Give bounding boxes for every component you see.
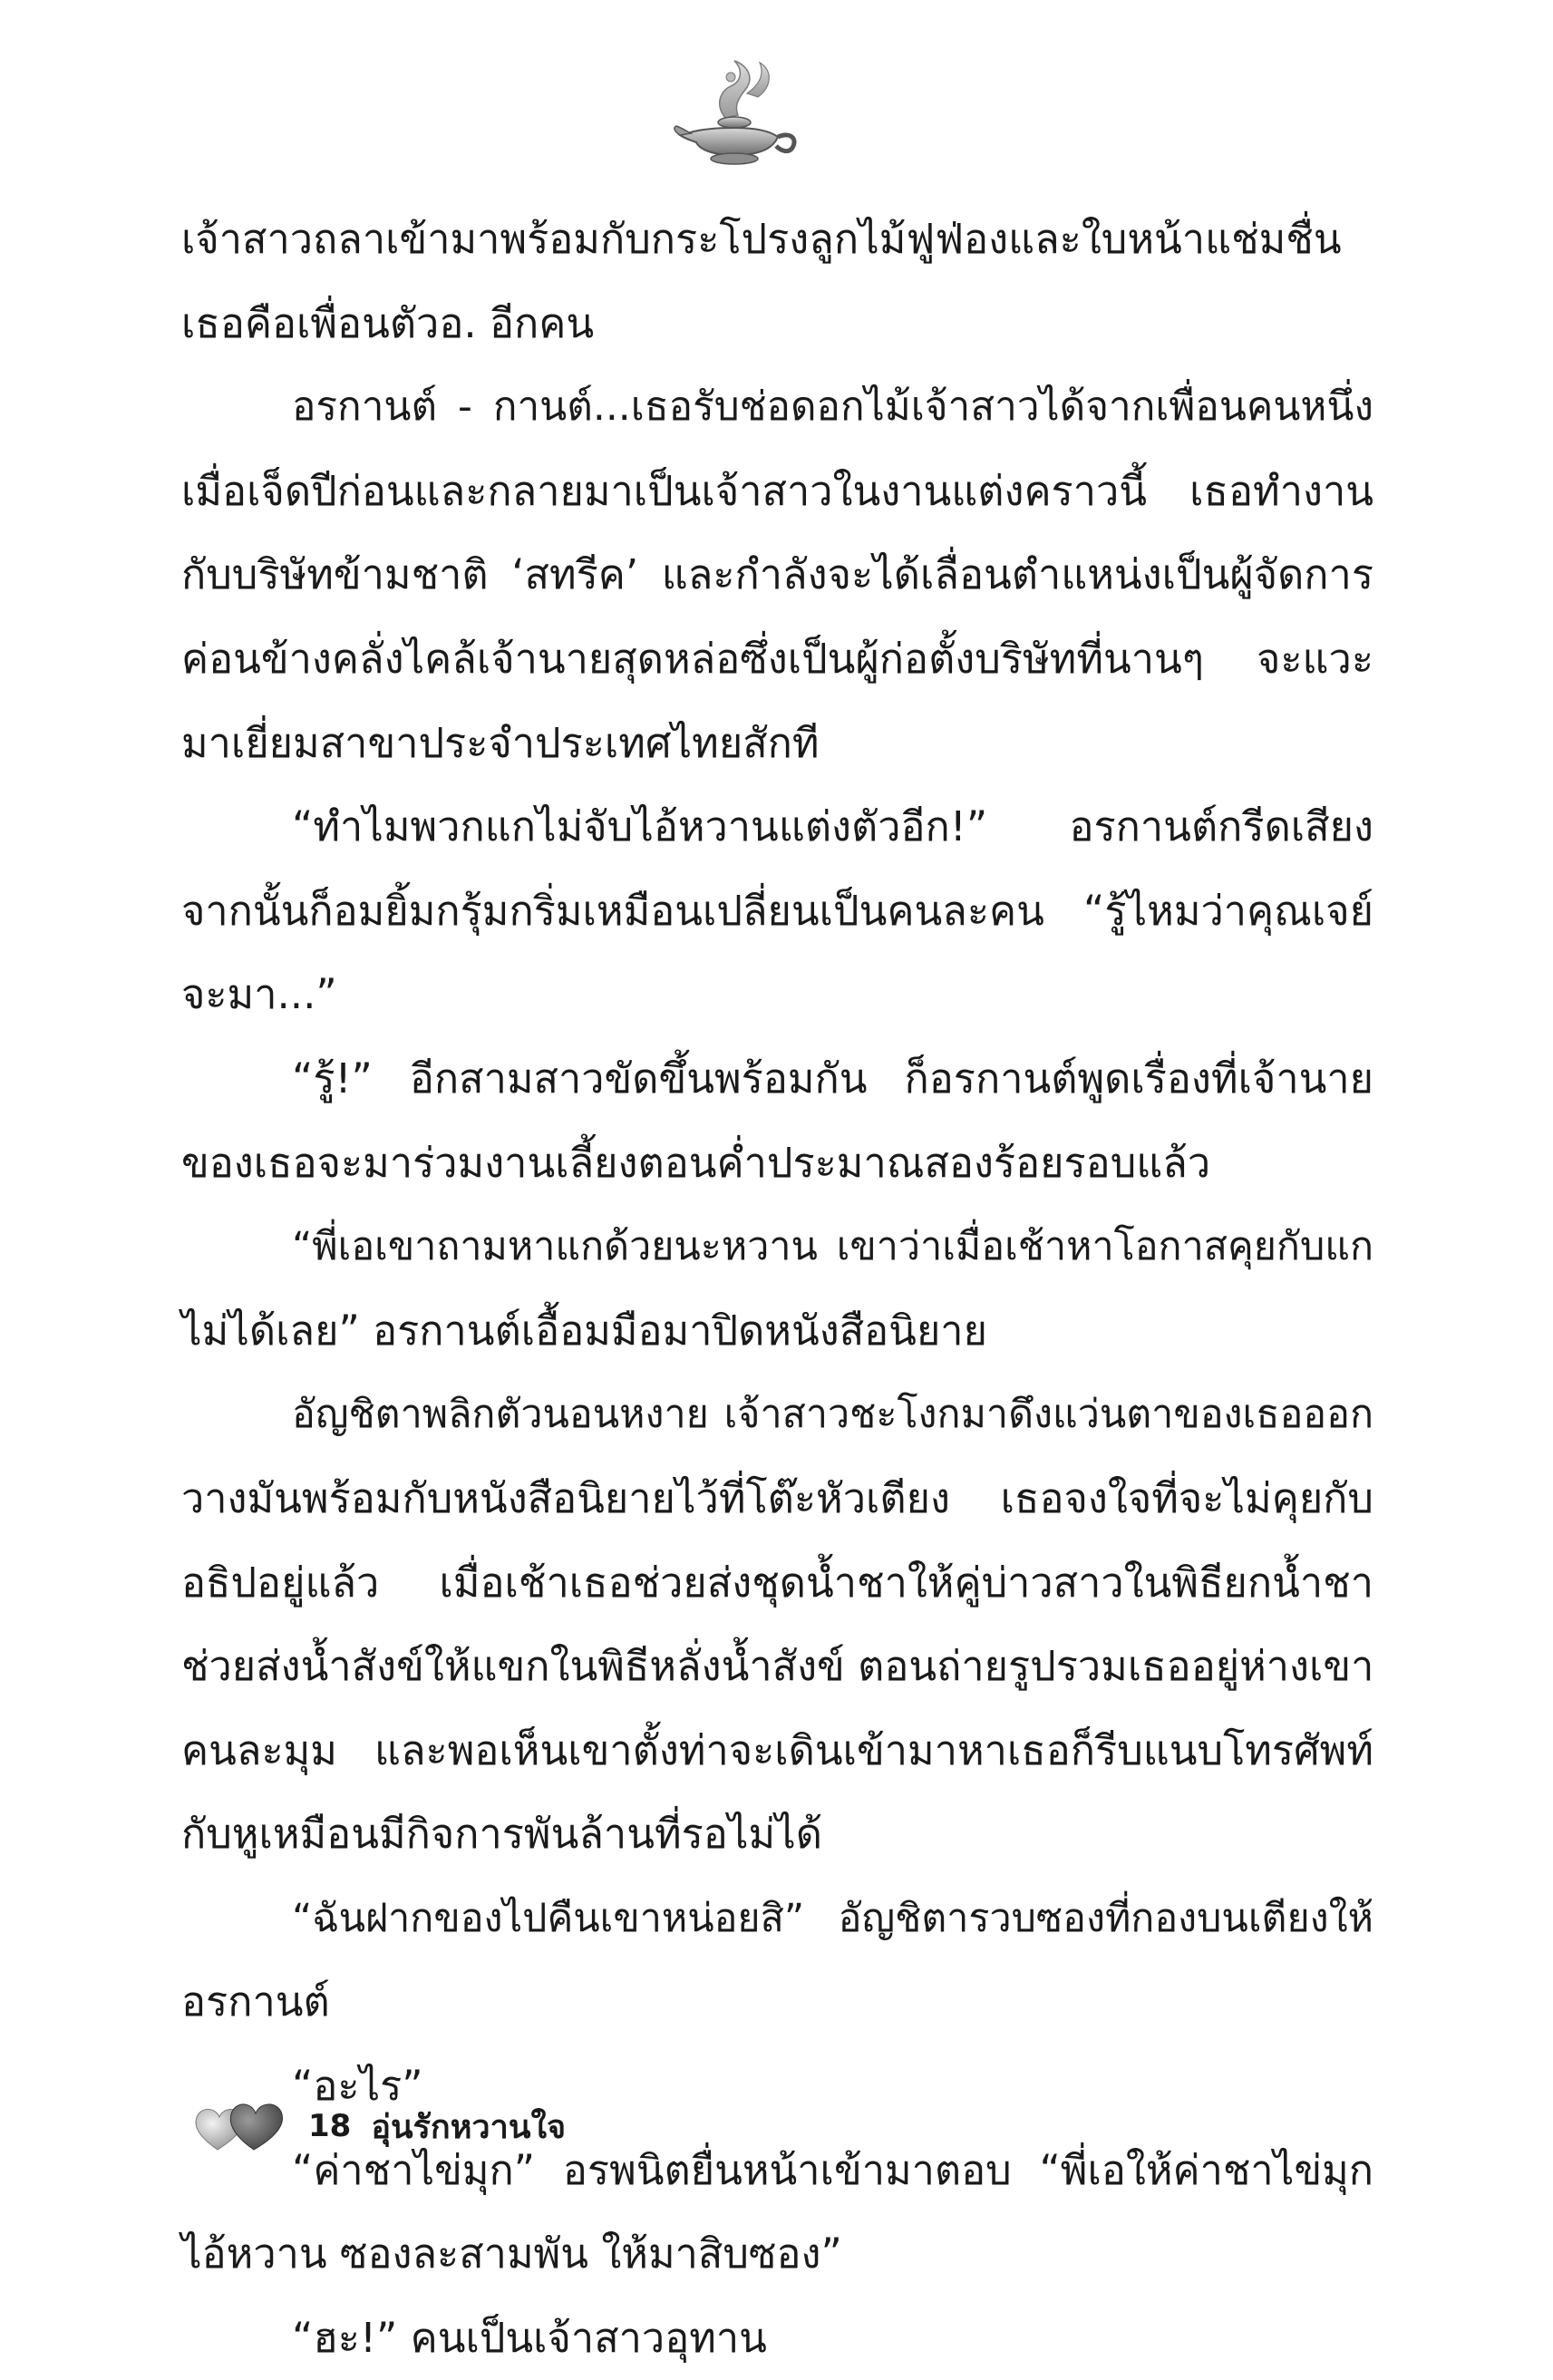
- text-line: วางมันพร้อมกับหนังสือนิยายไว้ที่โต๊ะหัวเตียง เธอจงใจที่จะไม่คุยกับ: [181, 1473, 1373, 1522]
- text-line: กับบริษัทข้ามชาติ ‘สทรีค’ และกำลังจะได้เลื่อนตำแหน่งเป็นผู้จัดการ: [181, 550, 1373, 599]
- text-line: อธิปอยู่แล้ว เมื่อเช้าเธอช่วยส่งชุดน้ำชาให้คู่บ่าวสาวในพิธียกน้ำชา: [181, 1558, 1373, 1607]
- text-line: ไอ้หวาน ซองละสามพัน ให้มาสิบซอง”: [181, 2229, 842, 2278]
- text-line: กับหูเหมือนมีกิจการพันล้านที่รอไม่ได้: [181, 1810, 822, 1859]
- book-title: อุ่นรักหวานใจ: [371, 2108, 567, 2146]
- text-line: เมื่อเจ็ดปีก่อนและกลายมาเป็นเจ้าสาวในงานแต่งคราวนี้ เธอทำงาน: [181, 466, 1373, 515]
- body-text: [181, 198, 1373, 2380]
- hearts-icon: [190, 2097, 290, 2155]
- text-line: มาเยี่ยมสาขาประจำประเทศไทยสักที: [181, 718, 820, 767]
- text-line: เจ้าสาวถลาเข้ามาพร้อมกับกระโปรงลูกไม้ฟูฟ่องและใบหน้าแช่มชื่น: [181, 215, 1342, 263]
- text-line: จะมา...”: [181, 970, 337, 1019]
- text-line: อรกานต์: [181, 1977, 330, 2026]
- text-line: “พี่เอเขาถามหาแกด้วยนะหวาน เขาว่าเมื่อเช้าหาโอกาสคุยกับแก: [292, 1224, 1373, 1270]
- text-line: “ทำไมพวกแกไม่จับไอ้หวานแต่งตัวอีก!” อรกานต์กรีดเสียง: [292, 802, 1373, 851]
- text-line: ไม่ได้เลย” อรกานต์เอื้อมมือมาปิดหนังสือนิยาย: [181, 1306, 987, 1355]
- text-line: คนละมุม และพอเห็นเขาตั้งท่าจะเดินเข้ามาหาเธอก็รีบแนบโทรศัพท์: [181, 1725, 1373, 1774]
- text-line: อัญชิตาพลิกตัวนอนหงาย เจ้าสาวชะโงกมาดึงแว่นตาของเธอออก: [292, 1392, 1373, 1438]
- text-line: ช่วยส่งน้ำสังข์ให้แขกในพิธีหลั่งน้ำสังข์ ตอนถ่ายรูปรวมเธออยู่ห่างเขา: [181, 1642, 1374, 1691]
- text-line: อรกานต์ - กานต์...เธอรับช่อดอกไม้เจ้าสาวได้จากเพื่อนคนหนึ่ง: [292, 384, 1373, 431]
- genie-lamp-icon: [671, 50, 807, 168]
- page-footer: [190, 2094, 566, 2158]
- text-line: ค่อนข้างคลั่งไคล้เจ้านายสุดหล่อซึ่งเป็นผู้ก่อตั้งบริษัทที่นานๆ จะแวะ: [181, 634, 1373, 683]
- text-line: “ฉันฝากของไปคืนเขาหน่อยสิ” อัญชิตารวบซองที่กองบนเตียงให้: [292, 1895, 1373, 1941]
- page-number: 18: [308, 2108, 352, 2144]
- text-line: เธอคือเพื่อนตัวอ. อีกคน: [181, 298, 595, 347]
- text-line: ของเธอจะมาร่วมงานเลี้ยงตอนค่ำประมาณสองร้อยรอบแล้ว: [181, 1138, 1211, 1187]
- text-line: “อะไร”: [292, 2062, 423, 2111]
- text-line: “รู้!” อีกสามสาวขัดขึ้นพร้อมกัน ก็อรกานต์พูดเรื่องที่เจ้านาย: [292, 1054, 1373, 1103]
- text-line: “ฮะ!” คนเป็นเจ้าสาวอุทาน: [292, 2313, 767, 2362]
- text-line: จากนั้นก็อมยิ้มกรุ้มกริ่มเหมือนเปลี่ยนเป็นคนละคน “รู้ไหมว่าคุณเจย์: [181, 886, 1373, 935]
- text-line: “ค่าชาไข่มุก” อรพนิตยื่นหน้าเข้ามาตอบ “พี่เอให้ค่าชาไข่มุก: [292, 2145, 1373, 2194]
